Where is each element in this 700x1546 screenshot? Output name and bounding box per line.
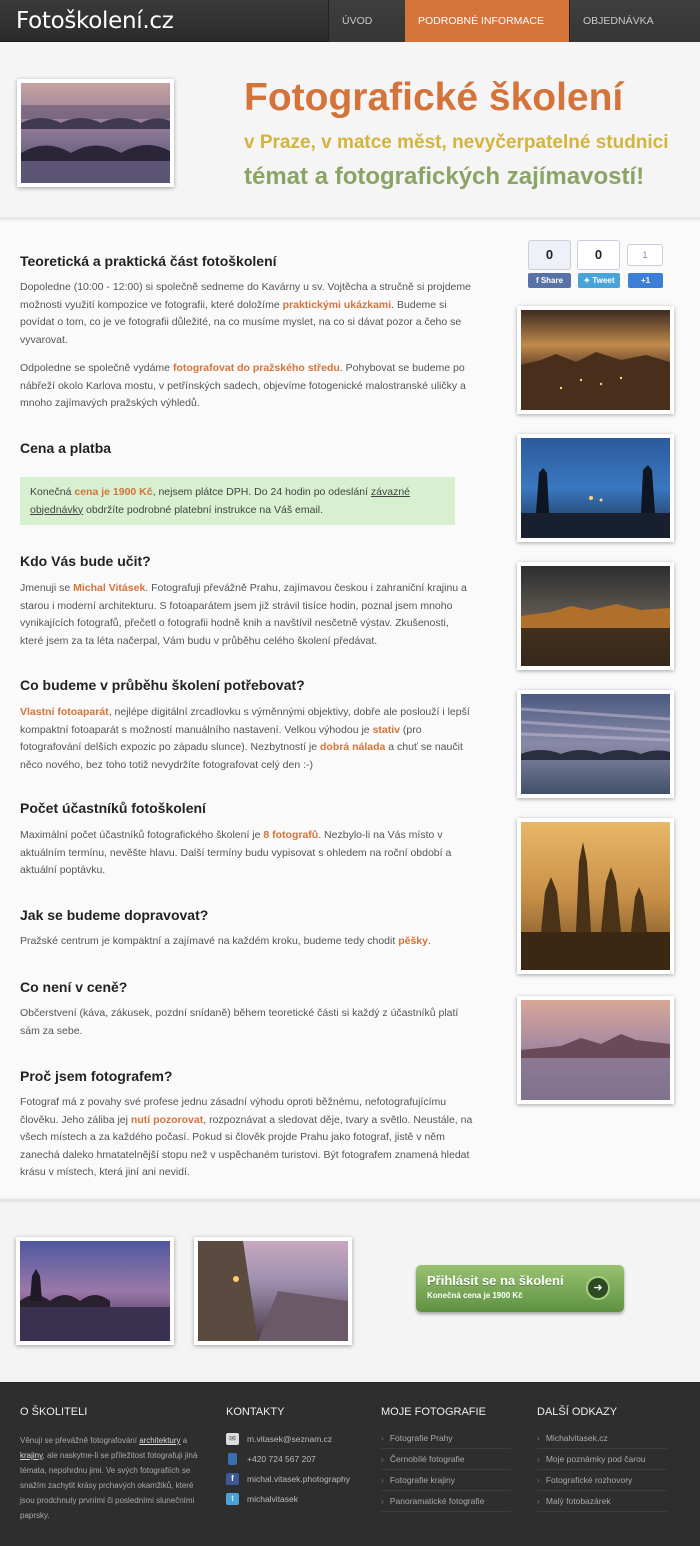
bottom-gallery (0, 1199, 700, 1382)
twitter-tweet-button[interactable]: ✦ Tweet (578, 273, 620, 288)
hero-title: Fotografické školení (244, 76, 624, 119)
paragraph-excluded: Občerstvení (káva, zákusek, pozdní snídaně) během teoretické části si každý z účastníků platí sám za sebe. (20, 1007, 459, 1037)
google-plusone-button[interactable]: +1 (628, 273, 663, 288)
signup-title: Přihlásit se na školení (427, 1273, 564, 1288)
heading-excluded: Co není v ceně? (20, 979, 128, 995)
main-nav (328, 0, 700, 42)
hero-subtitle-line1: v Praze, v matce měst, nevyčerpatelné studnici (244, 132, 669, 153)
heading-participants: Počet účastníků fotoškolení (20, 800, 206, 816)
footer-link-bazaar[interactable]: › Malý fotobazárek (537, 1491, 667, 1512)
facebook-share-button[interactable]: f Share (528, 273, 571, 288)
footer-link-michalvitasek[interactable]: › Michalvitasek.cz (537, 1428, 667, 1449)
nav-item-objednavka[interactable]: OBJEDNÁVKA (569, 0, 700, 42)
highlight-author-name: Michal Vitásek (73, 582, 146, 594)
heading-why: Proč jsem fotografem? (20, 1068, 173, 1084)
facebook-icon: f (226, 1473, 239, 1485)
envelope-icon: ✉ (226, 1433, 239, 1445)
side-photo-2 (517, 434, 674, 542)
side-photo-4 (517, 690, 674, 798)
contact-facebook[interactable]: f michal.vitasek.photography (226, 1471, 366, 1487)
footer-about-text: Věnuji se převážně fotografování architektury a krajiny, ale naskytne-li se příležitost fotografuji jiná témata, nepohrdnu jimi. Ve svých fotografiích se snažím zachytit krásy prchavých okamžiků, které jsou prodchnuty prvními či posledními slunečními paprsky. (20, 1436, 198, 1520)
gallery-photo-1 (16, 1237, 174, 1345)
heading-needs: Co budeme v průběhu školení potřebovat? (20, 677, 305, 693)
twitter-bird-icon: ✦ (583, 276, 593, 285)
footer-link-prague-photos[interactable]: › Fotografie Prahy (381, 1428, 511, 1449)
highlight-price: cena je 1900 Kč (74, 486, 153, 498)
signup-subtitle: Konečná cena je 1900 Kč (427, 1291, 523, 1300)
paragraph-theory-2: Odpoledne se společně vydáme fotografovat do pražského středu. Pohybovat se budeme po nábřeží okolo Karlova mostu, v petřínských sadech, objevíme fotogenické malostranské uličky a mnoho zajímavých pražských výhledů. (20, 362, 466, 409)
paragraph-participants: Maximální počet účastníků fotografického školení je 8 fotografů. Nezbylo-li na Vás místo v aktuálním termínu, nevěšte hlavu. Další termíny budu vypisovat s ohledem na roční období a aktuální poptávku. (20, 829, 452, 876)
footer-link-bw-photos[interactable]: › Černobílé fotografie (381, 1449, 511, 1470)
gallery-photo-2 (194, 1237, 352, 1345)
footer-heading-photos: MOJE FOTOGRAFIE (381, 1406, 486, 1418)
nav-item-podrobne-informace[interactable]: PODROBNÉ INFORMACE (405, 0, 569, 42)
paragraph-teacher: Jmenuji se Michal Vitásek. Fotografuji převážně Prahu, zajímavou českou i zahraniční krajinu a starou i moderní architekturu. S fotoaparátem jsem již strávil tisíce hodin, poznal jsem mnoho vynikajících fotografů, přečetl o fotografii hodně knih a navštívil nesčetně výstav. Zkušenosti, které jsem za ta léta načerpal, Vám budu v průběhu celého školení předávat. (20, 582, 467, 647)
paragraph-theory-1: Dopoledne (10:00 - 12:00) si společně sedneme do Kavárny u sv. Vojtěcha a stručně si projdeme možnosti využití kompozice ve fotografii, které doložíme praktickými ukázkami. Budeme si povídat o tom, co je ve fotografii důležité, na co musíme myslet, na co si dávat pozor a čeho se vyvarovat. (20, 281, 471, 346)
signup-button[interactable] (416, 1265, 624, 1312)
link-landscape[interactable]: krajiny (20, 1451, 43, 1460)
hero-photo (17, 79, 174, 187)
footer-link-landscape-photos[interactable]: › Fotografie krajiny (381, 1470, 511, 1491)
twitter-tweet-count: 0 (577, 240, 620, 270)
contact-phone: +420 724 567 207 (226, 1451, 366, 1467)
heading-theory: Teoretická a praktická část fotoškolení (20, 253, 277, 269)
side-photo-1 (517, 306, 674, 414)
footer-link-panorama-photos[interactable]: › Panoramatické fotografie (381, 1491, 511, 1512)
footer-heading-links: DALŠÍ ODKAZY (537, 1406, 618, 1418)
heading-price: Cena a platba (20, 440, 112, 456)
footer (0, 1382, 700, 1546)
side-photo-6 (517, 996, 674, 1104)
footer-heading-contacts: KONTAKTY (226, 1406, 285, 1418)
plusone-count: 1 (627, 244, 663, 266)
phone-icon (228, 1453, 237, 1465)
site-logo[interactable]: Fotoškolení.cz (16, 8, 174, 34)
paragraph-needs: Vlastní fotoaparát, nejlépe digitální zrcadlovku s výměnnými objektivy, dobře ale poslouží i lepší kompaktní fotoaparát s možností manuálního nastavení. Velkou výhodou je stativ (pro fotografování delších expozic po západu slunce). Nezbytností je dobrá nálada a chuť se naučit něco nového, bez toho totiž nevydržíte fotografovat celý den :-) (20, 706, 470, 771)
highlight-photo-center: fotografovat do pražského středu (172, 362, 340, 374)
heading-teacher: Kdo Vás bude učit? (20, 553, 151, 569)
hero-section (0, 43, 700, 220)
nav-item-uvod[interactable]: ÚVOD (328, 0, 405, 42)
footer-heading-about: O ŠKOLITELI (20, 1406, 88, 1418)
twitter-icon: t (226, 1493, 239, 1505)
contact-twitter[interactable]: t michalvitasek (226, 1491, 366, 1507)
side-photo-5 (517, 818, 674, 974)
main-content (0, 222, 700, 1197)
top-bar (0, 0, 700, 42)
side-photo-3 (517, 562, 674, 670)
contact-email[interactable]: ✉ m.vitasek@seznam.cz (226, 1431, 366, 1447)
facebook-share-count: 0 (528, 240, 571, 270)
highlight-practical-examples: praktickými ukázkami (282, 298, 392, 311)
order-link[interactable]: závazné objednávky (30, 486, 411, 516)
facebook-icon: f (535, 276, 541, 285)
arrow-right-icon: ➜ (586, 1276, 610, 1300)
link-architecture[interactable]: architektury (139, 1436, 181, 1445)
paragraph-transport: Pražské centrum je kompaktní a zajímavé na každém kroku, budeme tedy chodit pěšky. (20, 935, 431, 947)
footer-link-notes[interactable]: › Moje poznámky pod čarou (537, 1449, 667, 1470)
footer-link-interviews[interactable]: › Fotografické rozhovory (537, 1470, 667, 1491)
paragraph-why: Fotograf má z povahy své profese jednu zásadní výhodu oproti běžnému, nefotografujícímu člověku. Jeho záliba jej nutí pozorovat, rozpoznávat a sledovat děje, tvary a světlo. Neustále, na všech místech a za každého počasí. Pokud si člověk projde Prahu jako fotograf, jistě v něm zanechá daleko hmatatelnější stopu než v uspěchaném turistovi. Být fotografem znamená hledat krásu v místech, která jiní ani nevidí. (20, 1096, 473, 1178)
heading-transport: Jak se budeme dopravovat? (20, 907, 209, 923)
price-box: Konečná cena je 1900 Kč, nejsem plátce DPH. Do 24 hodin po odeslání závazné objednávky obdržíte podrobné platební instrukce na Váš email. (20, 477, 455, 525)
hero-subtitle-line2: témat a fotografických zajímavostí! (244, 163, 645, 190)
